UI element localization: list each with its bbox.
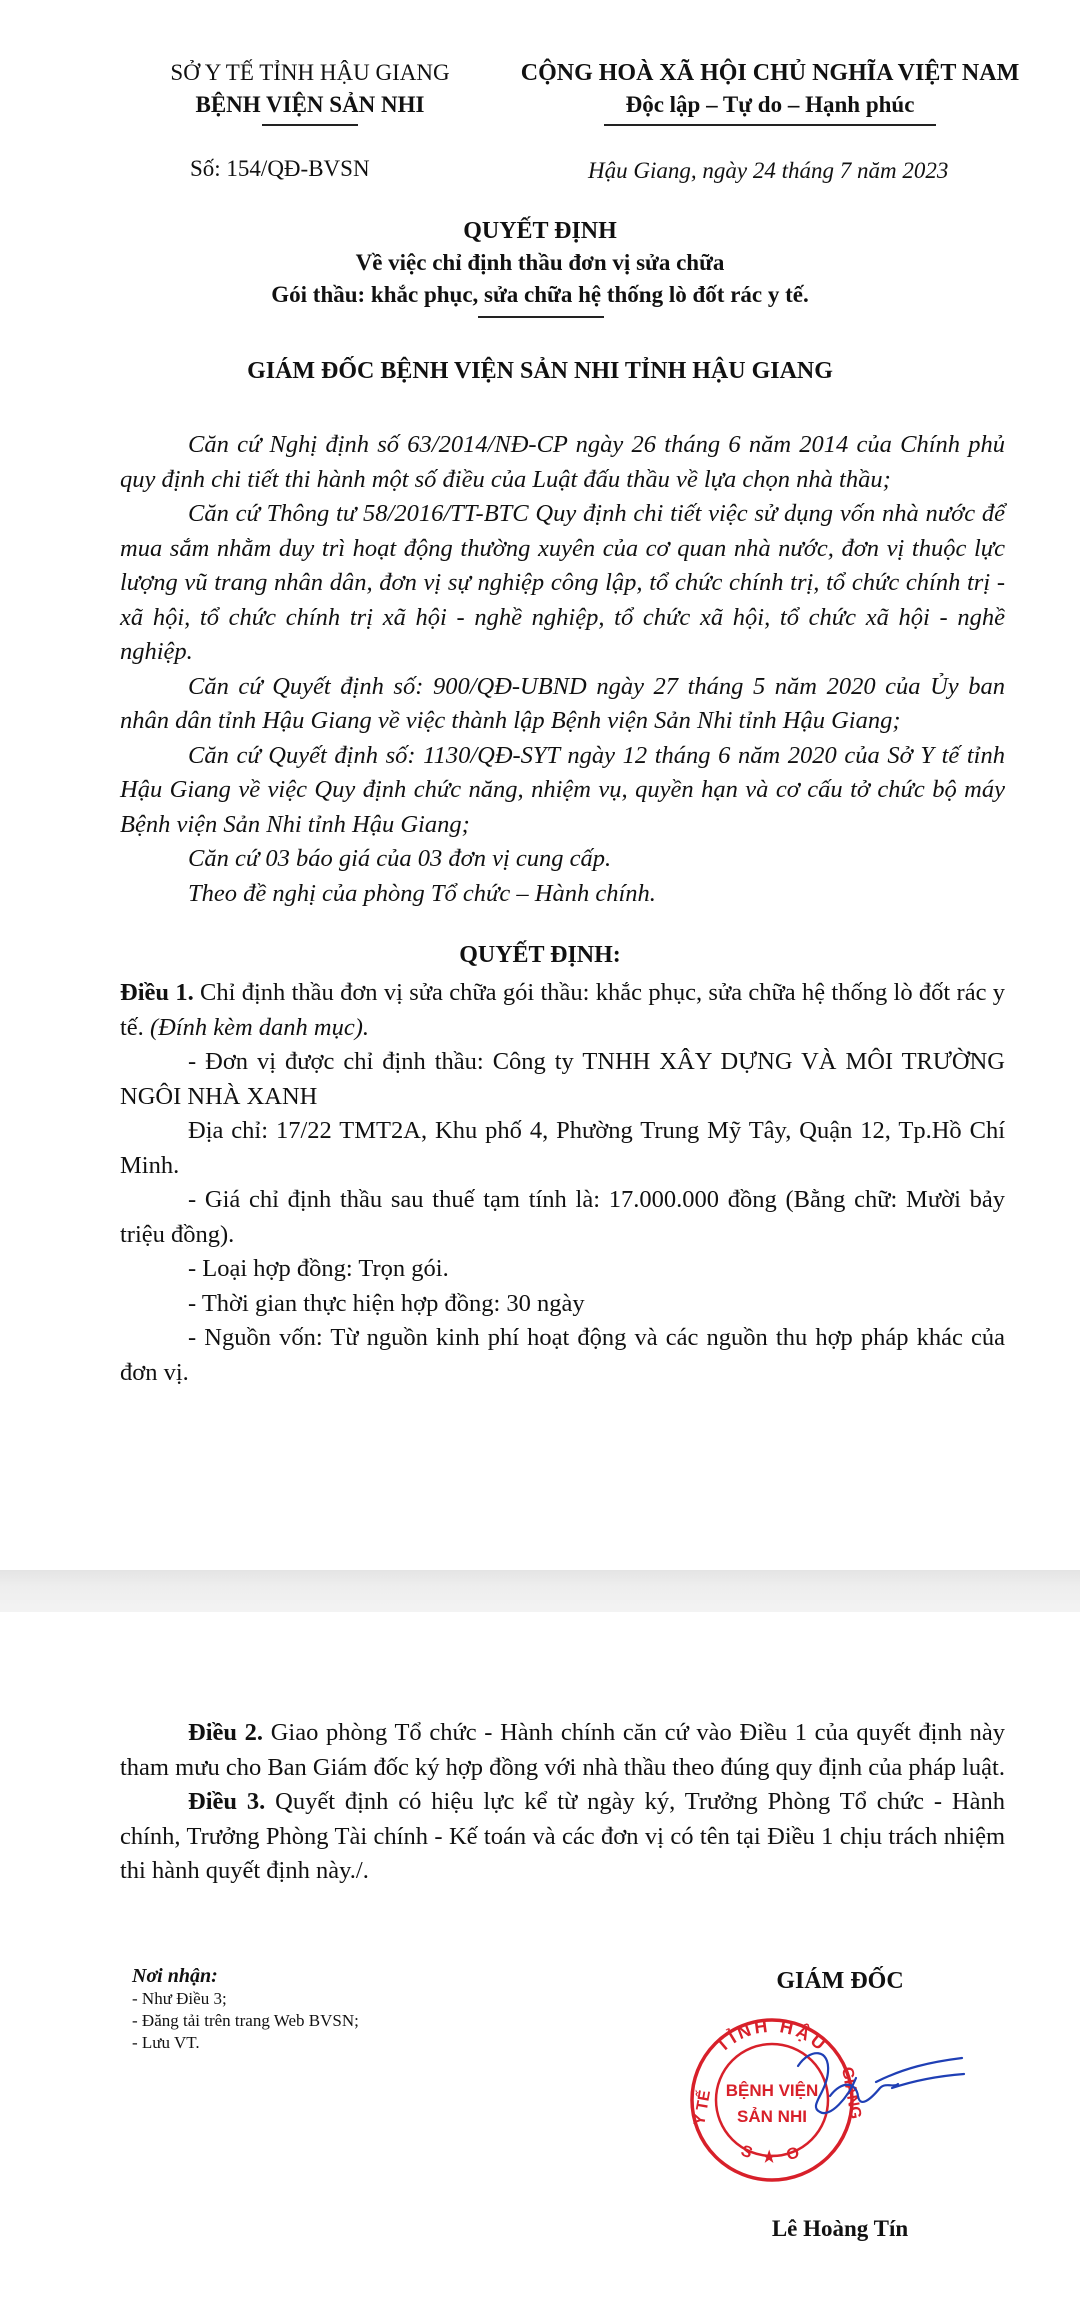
header-left-underline [262,124,358,126]
svg-text:TỈNH HẬU [712,2016,832,2056]
article-2 [120,1716,1005,1785]
agency-name: SỞ Y TẾ TỈNH HẬU GIANG [170,60,450,85]
svg-text:S ★ O [738,2142,805,2166]
recipient-item: - Lưu VT. [132,2033,200,2052]
issuing-authority: GIÁM ĐỐC BỆNH VIỆN SẢN NHI TỈNH HẬU GIANG [247,358,833,384]
handwritten-signature [798,2053,964,2113]
articles-2-3 [120,1716,1005,1889]
contractor-address: Địa chỉ: 17/22 TMT2A, Khu phố 4, Phường Trung Mỹ Tây, Quận 12, Tp.Hồ Chí Minh. [120,1117,1005,1179]
decision-heading: QUYẾT ĐỊNH [463,218,617,244]
header-right-underline [604,124,936,126]
recipient-item: - Đăng tải trên trang Web BVSN; [132,2011,359,2030]
recipients-title: Nơi nhận [132,1965,212,1987]
stamp-left-text: Y TẾ [691,2088,715,2127]
hospital-stamp [680,2008,970,2188]
decision-subject: Về việc chỉ định thầu đơn vị sửa chữa [355,250,725,275]
legal-bases [120,428,1005,911]
package-name: Gói thầu: khắc phục, sửa chữa hệ thống lò đốt rác y tế. [271,282,809,307]
national-motto: Độc lập – Tự do – Hạnh phúc [625,92,915,117]
recipients-block: Nơi nhận: - Như Điều 3; - Đăng tải trên trang Web BVSN; - Lưu VT. [132,1965,359,2052]
stamp-right-text: GIANG [838,2065,864,2121]
contract-type-line: - Loại hợp đồng: Trọn gói. [188,1255,449,1282]
signer-title: GIÁM ĐỐC [776,1968,904,1994]
article-3-label: Điều 3. [188,1788,266,1815]
duration-line: - Thời gian thực hiện hợp đồng: 30 ngày [188,1289,585,1317]
basis-proposal: Theo đề nghị của phòng Tổ chức – Hành chính. [188,879,656,907]
article-2-text: Giao phòng Tổ chức - Hành chính căn cứ vào Điều 1 của quyết định này tham mưu cho Ban Giám đốc ký hợp đồng với nhà thầu theo đúng quy định của pháp luật. [120,1719,1006,1781]
stamp-top-text: TỈNH HẬU [712,2015,832,2056]
basis-decree: Căn cứ Nghị định số 63/2014/NĐ-CP ngày 26 tháng 6 năm 2014 của Chính phủ quy định chi tiết thi hành một số điều của Luật đấu thầu về lựa chọn nhà thầu; [120,431,1005,493]
document-date: Hậu Giang, ngày 24 tháng 7 năm 2023 [588,158,949,183]
basis-quotations: Căn cứ 03 báo giá của 03 đơn vị cung cấp. [188,845,612,872]
stamp-center-line-1: BỆNH VIỆN [725,2081,819,2100]
national-title: CỘNG HOÀ XÃ HỘI CHỦ NGHĨA VIỆT NAM [520,60,1020,86]
contractor-line: - Đơn vị được chỉ định thầu: Công ty TNHH XÂY DỰNG VÀ MÔI TRƯỜNG NGÔI NHÀ XANH [120,1048,1005,1110]
stamp-bottom-text: S ★ O [738,2142,806,2167]
basis-ubnd-decision: Căn cứ Quyết định số: 900/QĐ-UBND ngày 27 tháng 5 năm 2020 của Ủy ban nhân dân tỉnh Hậu Giang về việc thành lập Bệnh viện Sản Nhi tỉnh Hậu Giang; [120,672,1005,734]
article-2-label: Điều 2. [188,1719,264,1746]
article-3 [120,1785,1005,1889]
article-1-note: (Đính kèm danh mục). [149,1013,370,1041]
signer-name: Lê Hoàng Tín [771,2216,909,2241]
article-3-text: Quyết định có hiệu lực kể từ ngày ký, Trưởng Phòng Tổ chức - Hành chính, Trưởng Phòng Tài chính - Kế toán và các đơn vị có tên tại Điều 1 chịu trách nhiệm thi hành quyết định này./. [120,1788,1005,1884]
article-1 [120,976,1005,1390]
article-1-label: Điều 1. [120,979,194,1006]
funding-line: - Nguồn vốn: Từ nguồn kinh phí hoạt động và các nguồn thu hợp pháp khác của đơn vị. [120,1324,1005,1386]
article-1-text: Chỉ định thầu đơn vị sửa chữa gói thầu: khắc phục, sửa chữa hệ thống lò đốt rác y tế. [120,979,1006,1041]
title-underline [478,316,604,318]
basis-syt-decision: Căn cứ Quyết định số: 1130/QĐ-SYT ngày 12 tháng 6 năm 2020 của Sở Y tế tỉnh Hậu Giang về việc Quy định chức năng, nhiệm vụ, quyền hạn và cơ cấu tở chức bộ máy Bệnh viện Sản Nhi tỉnh Hậu Giang; [120,741,1005,838]
basis-circular: Căn cứ Thông tư 58/2016/TT-BTC Quy định chi tiết việc sử dụng vốn nhà nước để mua sắm nhằm duy trì hoạt động thường xuyên của cơ quan nhà nước, đơn vị thuộc lực lượng vũ trang nhân dân, đơn vị sự nghiệp công lập, tổ chức chính trị, tổ chức chính trị - xã hội, tổ chức chính trị xã hội - nghề nghiệp, tổ chức xã hội, tổ chức xã hội - nghề nghiệp. [120,500,1005,665]
document-number: Số: 154/QĐ-BVSN [190,156,370,181]
stamp-center-line-2: SẢN NHI [737,2107,807,2126]
decision-section-heading: QUYẾT ĐỊNH: [459,942,621,968]
hospital-name: BỆNH VIỆN SẢN NHI [195,92,425,117]
recipient-item: - Như Điều 3; [132,1989,227,2008]
page-separator [0,1570,1080,1612]
document-page-2 [0,1612,1080,2302]
price-line: - Giá chỉ định thầu sau thuế tạm tính là: 17.000.000 đồng (Bằng chữ: Mười bảy triệu đồng). [120,1186,1005,1248]
